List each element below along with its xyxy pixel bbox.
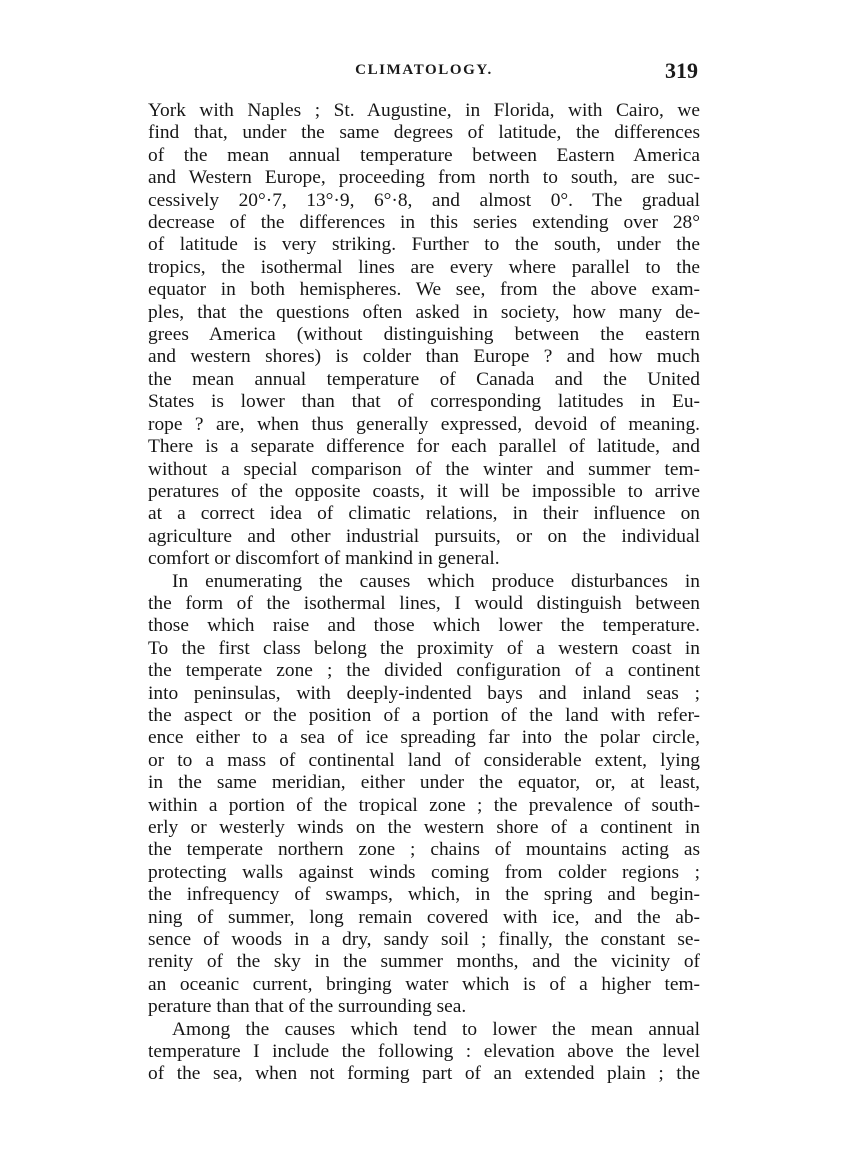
text-line: of latitude is very striking. Further to the south, under the — [148, 234, 700, 256]
text-line: ples, that the questions often asked in society, how many de- — [148, 301, 700, 323]
text-line: those which raise and those which lower the temperature. — [148, 615, 700, 637]
text-line: protecting walls against winds coming from colder regions ; — [148, 861, 700, 883]
paragraph — [148, 1019, 700, 1086]
text-line: the aspect or the position of a portion of the land with refer- — [148, 704, 700, 726]
text-line: York with Naples ; St. Augustine, in Florida, with Cairo, we — [148, 100, 700, 121]
text-line: at a correct idea of climatic relations, in their influence on — [148, 503, 700, 525]
text-line: Among the causes which tend to lower the mean annual — [172, 1018, 700, 1040]
page-header — [148, 58, 700, 92]
text-line: grees America (without distinguishing between the eastern — [148, 324, 700, 346]
body-text — [148, 100, 700, 1086]
text-line: the temperate zone ; the divided configuration of a continent — [148, 660, 700, 682]
text-line: the infrequency of swamps, which, in the spring and begin- — [148, 884, 700, 906]
text-line: peratures of the opposite coasts, it will be impossible to arrive — [148, 480, 700, 502]
text-line: ning of summer, long remain covered with ice, and the ab- — [148, 906, 700, 928]
text-line: tropics, the isothermal lines are every where parallel to the — [148, 256, 700, 278]
text-line: the form of the isothermal lines, I would distinguish between — [148, 592, 700, 614]
text-line: renity of the sky in the summer months, and the vicinity of — [148, 951, 700, 973]
text-line: erly or westerly winds on the western shore of a continent in — [148, 817, 700, 838]
text-line: equator in both hemispheres. We see, from the above exam- — [148, 279, 700, 301]
text-line: or to a mass of continental land of considerable extent, lying — [148, 749, 700, 771]
text-line: temperature I include the following : elevation above the level — [148, 1041, 700, 1063]
text-line: decrease of the differences in this series extending over 28° — [148, 212, 700, 234]
text-line: States is lower than that of corresponding latitudes in Eu- — [148, 391, 700, 413]
text-line: comfort or discomfort of mankind in general. — [148, 548, 500, 570]
text-line: There is a separate difference for each parallel of latitude, and — [148, 436, 700, 458]
text-line: within a portion of the tropical zone ; the prevalence of south- — [148, 794, 700, 816]
text-line: In enumerating the causes which produce disturbances in — [172, 570, 700, 592]
running-head: CLIMATOLOGY. — [355, 62, 493, 78]
text-line: sence of woods in a dry, sandy soil ; finally, the constant se- — [148, 929, 700, 951]
text-line: perature than that of the surrounding sea. — [148, 996, 467, 1018]
text-line: find that, under the same degrees of latitude, the differences — [148, 122, 700, 144]
page-number: 319 — [665, 58, 698, 83]
paragraph — [148, 100, 700, 571]
paragraph — [148, 571, 700, 1019]
text-line: agriculture and other industrial pursuits, or on the individual — [148, 525, 700, 547]
text-line: cessively 20°·7, 13°·9, 6°·8, and almost 0°. The gradual — [148, 189, 700, 211]
text-line: To the first class belong the proximity of a western coast in — [148, 637, 700, 659]
text-line: without a special comparison of the winter and summer tem- — [148, 458, 700, 480]
text-line: ence either to a sea of ice spreading far into the polar circle, — [148, 727, 700, 749]
text-line: in the same meridian, either under the equator, or, at least, — [148, 772, 700, 794]
text-line: of the sea, when not forming part of an extended plain ; the — [148, 1063, 700, 1085]
text-line: the mean annual temperature of Canada and the United — [148, 368, 700, 390]
text-line: into peninsulas, with deeply-indented bays and inland seas ; — [148, 682, 700, 704]
text-line: the temperate northern zone ; chains of mountains acting as — [148, 839, 700, 861]
text-line: and western shores) is colder than Europe ? and how much — [148, 346, 700, 368]
text-line: an oceanic current, bringing water which is of a higher tem- — [148, 973, 700, 995]
text-line: of the mean annual temperature between Eastern America — [148, 144, 700, 166]
text-line: rope ? are, when thus generally expressed, devoid of meaning. — [148, 413, 700, 435]
text-line: and Western Europe, proceeding from north to south, are suc- — [148, 167, 700, 189]
